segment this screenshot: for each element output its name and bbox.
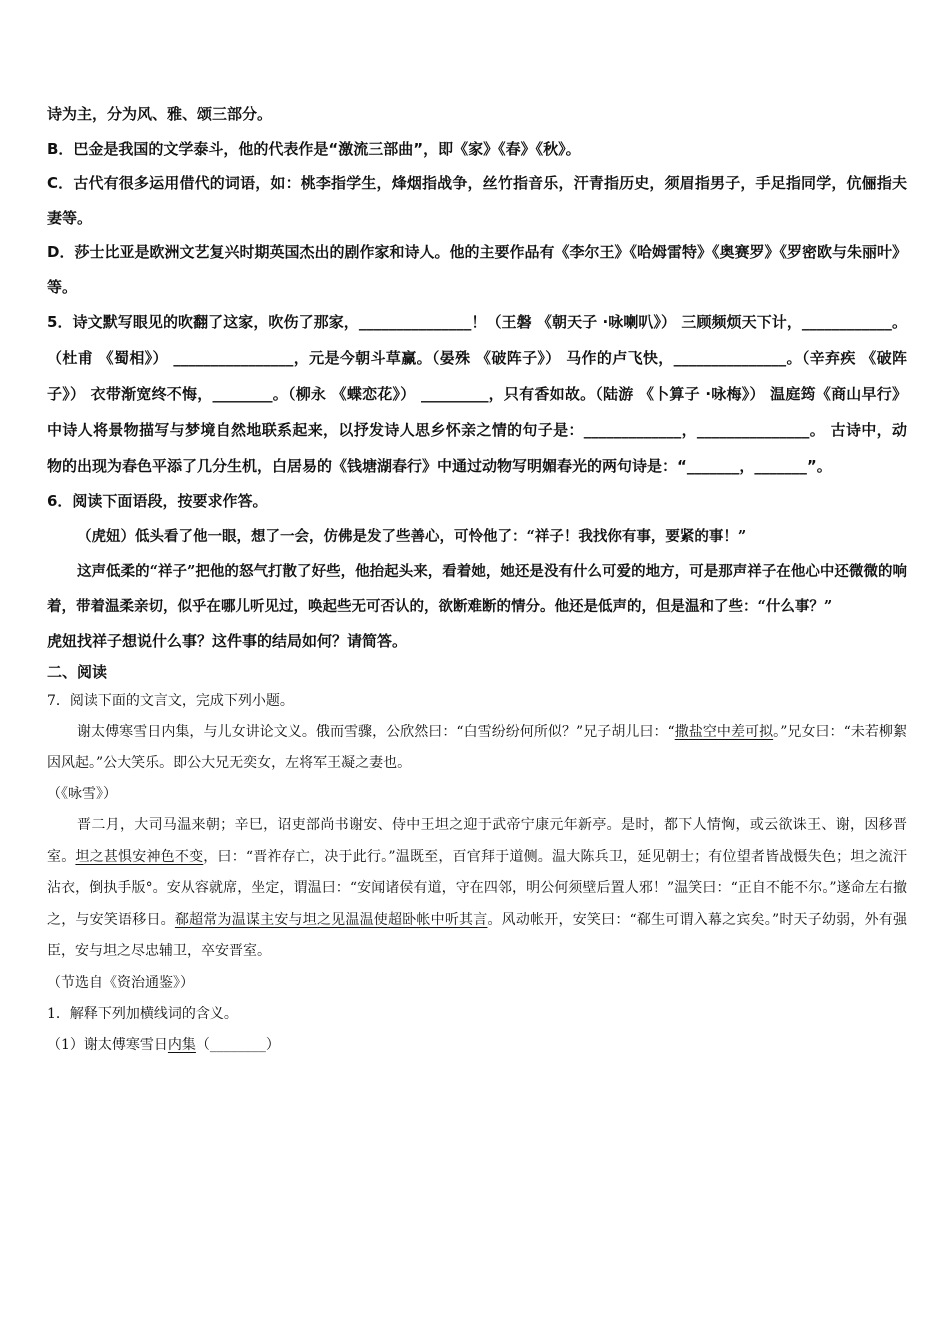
passage-2-text-c: 。风动帐开，安笑曰：“郗生可谓入幕之宾矣。”时天子幼弱，外有强臣，安与坦之尽忠辅卫，卒安晋室。 [47,911,907,959]
sub-question-1-title: 1．解释下列加横线词的含义。 [47,1005,238,1022]
passage-1-text-b: 。”兄女曰：“未若柳絮因风起。”公大笑乐。即公大兄无奕女，左将军王凝之妻也。 [47,724,907,771]
item-1-text-a: （1）谢太傅寒雪日 [47,1036,168,1053]
option-d: D．莎士比亚是欧洲文艺复兴时期英国杰出的剧作家和诗人。他的主要作品有《李尔王》《哈姆雷特》《奥赛罗》《罗密欧与朱丽叶》等。 [47,243,907,296]
question-6-prompt: 虎妞找祥子想说什么事？这件事的结局如何？请简答。 [47,631,408,650]
sub-question-1-item-1 [47,1030,907,1061]
option-c: C．古代有很多运用借代的词语，如：桃李指学生，烽烟指战争，丝竹指音乐，汗青指历史，须眉指男子，手足指同学，伉俪指夫妻等。 [47,174,907,227]
underlined-phrase-1: 撒盐空中差可拟 [674,724,774,740]
underlined-phrase-2: 坦之甚惧安神色不变 [75,848,204,865]
classical-passage-1 [47,717,907,779]
option-a-continuation: 诗为主，分为风、雅、颂三部分。 [47,105,273,123]
passage-2-text-b: ，曰：“晋祚存亡，决于此行。”温既至，百官拜于道侧。温大陈兵卫，延见朝士；有位望者皆战慑失色；坦之流汗沾衣，倒执手版°。安从容就席，坐定，谓温曰：“安闻诸侯有道，守在四邻，明公何须壁后置人邪！”温笑曰：“正自不能不尔。”遂命左右撤之，与安笑语移日。 [47,848,908,928]
source-yongxue: （《咏雪》） [47,786,117,802]
question-6-title: 6．阅读下面语段，按要求作答。 [47,492,268,510]
question-6-passage-1: （虎妞）低头看了他一眼，想了一会，仿佛是发了些善心，可怜他了：“祥子！我找你有事，要紧的事！” [77,527,747,545]
underlined-phrase-3: 郗超常为温谋主安与坦之见温温使超卧帐中听其言 [174,911,488,928]
option-b: B．巴金是我国的文学泰斗，他的代表作是“激流三部曲”，即《家》《春》《秋》。 [47,139,581,158]
question-5: 5．诗文默写眼见的吹翻了这家，吹伤了那家，_______________！（王磐 《朝天子 ·咏喇叭》） 三顾频烦天下计，____________。（杜甫 《蜀相》） ________________，元是今朝斗草赢。（晏殊 《破阵子》） 马作的卢飞快，_______________。（辛弃疾 《破阵子》） 衣带渐宽终不悔，________。（柳永 《蝶恋花》） _________，只有香如故。（陆游 《卜算子 ·咏梅》） 温庭筠《商山早行》中诗人将景物描写与梦境自然地联系起来，以抒发诗人思乡怀亲之情的句子是：_____________，_______________。 古诗中，动物的出现为春色平添了几分生机，白居易的《钱塘湖春行》中通过动物写明媚春光的两句诗是：“_______，_______”。 [47,313,907,475]
passage-2-text-a: 晋二月，大司马温来朝；辛巳，诏吏部尚书谢安、侍中王坦之迎于武帝宁康元年新亭。是时，都下人情恟，或云欲诛王、谢，因移晋室。 [47,817,907,865]
document-page [47,97,907,1061]
section-heading-reading: 二、阅读 [47,663,108,681]
question-7-title: 7．阅读下面的文言文，完成下列小题。 [47,693,294,709]
source-zizhitongjian: （节选自《资治通鉴》） [47,974,194,991]
item-1-answer-blank: （________） [195,1036,280,1053]
passage-1-text-a: 谢太傅寒雪日内集，与儿女讲论文义。俄而雪骤，公欣然曰：“白雪纷纷何所似？”兄子胡儿曰：“ [77,724,675,740]
question-6-passage-2: 这声低柔的“祥子”把他的怒气打散了好些，他抬起头来，看着她，她还是没有什么可爱的地方，可是那声祥子在他心中还微微的响着，带着温柔亲切，似乎在哪儿听见过，唤起些无可否认的，欲断难断的情分。他还是低声的，但是温和了些：“什么事？” [47,562,907,615]
classical-passage-2 [47,810,907,968]
underlined-word-neiji: 内集 [167,1036,196,1053]
